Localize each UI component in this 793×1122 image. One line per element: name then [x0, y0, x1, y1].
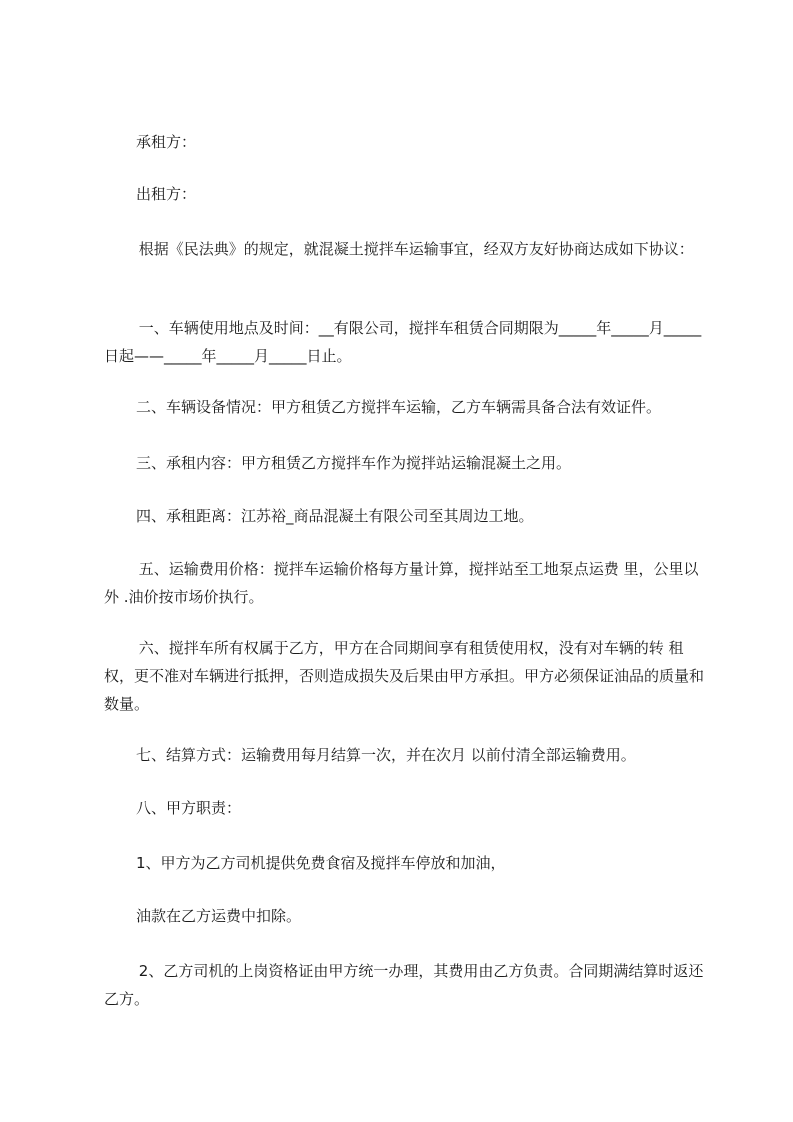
- clause-5-paragraph: 五、运输费用价格：搅拌车运输价格每方量计算，搅拌站至工地泵点运费 里，公里以外 .油价按市场价执行。: [104, 560, 699, 606]
- clause-8-item-1: 1、甲方为乙方司机提供免费食宿及搅拌车停放和加油，: [136, 854, 506, 872]
- clause-1-paragraph: 一、车辆使用地点及时间：__有限公司，搅拌车租赁合同期限为_____年_____月_____日起——_____年_____月_____日止。: [104, 319, 702, 365]
- clause-8-item-1-continued: 油款在乙方运费中扣除。: [136, 907, 302, 925]
- clause-3-paragraph: 三、承租内容：甲方租赁乙方搅拌车作为搅拌站运输混凝土之用。: [136, 454, 572, 472]
- clause-6-paragraph: 六、搅拌车所有权属于乙方，甲方在合同期间享有租赁使用权，没有对车辆的转 租权，更不准对车辆进行抵押，否则造成损失及后果由甲方承担。甲方必须保证油品的质量和数量。: [104, 639, 705, 713]
- preamble-paragraph: 根据《民法典》的规定，就混凝土搅拌车运输事宜，经双方友好协商达成如下协议：: [134, 240, 694, 258]
- lessor-line: 出租方：: [136, 185, 197, 203]
- clause-8-heading: 八、甲方职责：: [136, 799, 242, 817]
- clause-2-paragraph: 二、车辆设备情况：甲方租赁乙方搅拌车运输，乙方车辆需具备合法有效证件。: [136, 398, 662, 416]
- clause-8-item-2: 2、乙方司机的上岗资格证由甲方统一办理，其费用由乙方负责。合同期满结算时返还乙方。: [104, 962, 704, 1008]
- clause-7-paragraph: 七、结算方式：运输费用每月结算一次，并在次月 以前付清全部运输费用。: [136, 746, 636, 764]
- lessee-line: 承租方：: [136, 133, 197, 151]
- clause-4-paragraph: 四、承租距离：江苏裕_商品混凝土有限公司至其周边工地。: [136, 507, 534, 525]
